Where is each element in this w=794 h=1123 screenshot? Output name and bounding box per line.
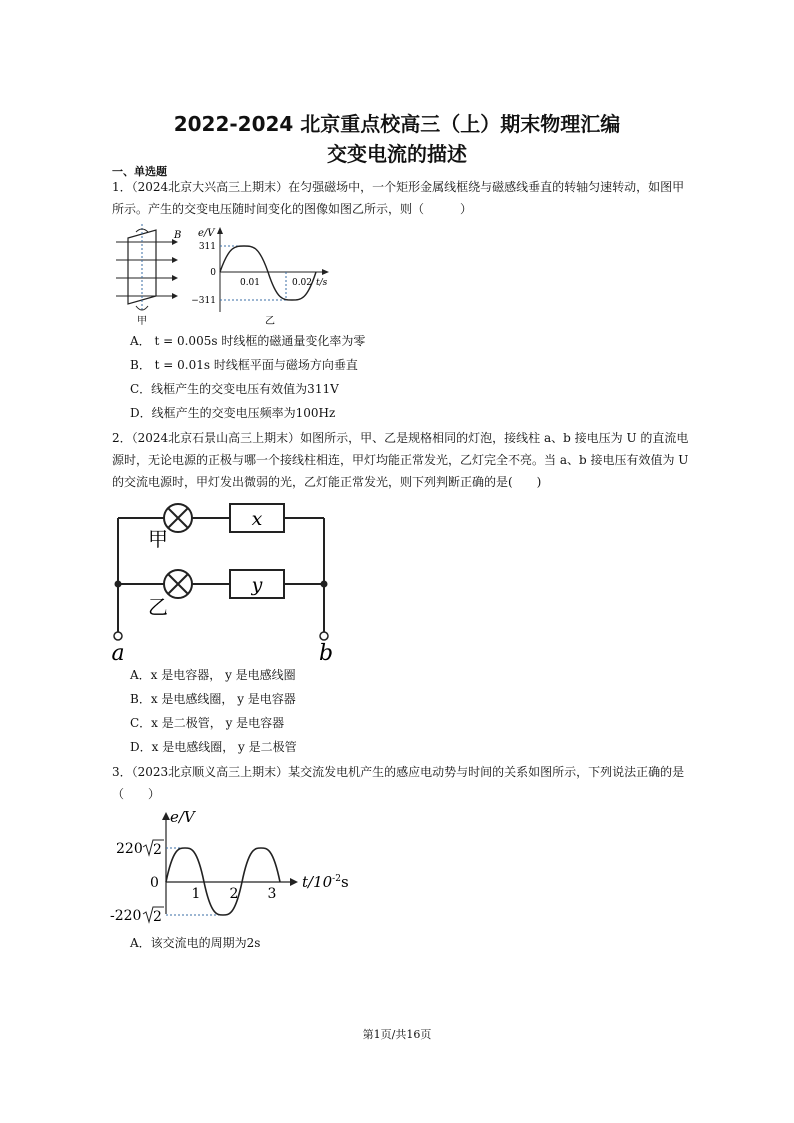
q1-graph [191,224,336,328]
q1-figure-frame [112,224,184,328]
x-tick-1: 0.01 [239,278,261,288]
terminal-a [114,632,122,640]
y-tick-pos-sqrt: 2 [153,842,162,858]
lamp-yi [164,570,192,598]
y-tick-pos: 311 [198,242,216,252]
label-B: B [174,230,182,241]
page-title: 2022-2024 北京重点校高三（上）期末物理汇编 [173,112,621,136]
q2-circuit [100,498,350,668]
x-tick-1: 1 [191,886,201,902]
x-label-exp: -2 [332,874,341,884]
fig-b-caption: 乙 [265,316,275,327]
q2-option-d: D．x 是电感线圈， y 是二极管 [130,740,297,754]
q2-option-c: C．x 是二极管， y 是电容器 [130,716,285,730]
q1-option-a: A． t = 0.005s 时线框的磁通量变化率为零 [130,334,366,348]
x-label-unit: s [340,873,349,891]
x-label: t/s [316,278,328,288]
y-zero: 0 [210,268,216,278]
q2-option-a: A．x 是电容器， y 是电感线圈 [130,668,296,682]
x-label-main: t/10 [302,873,333,891]
terminal-b [320,632,328,640]
q1-option-b: B． t = 0.01s 时线框平面与磁场方向垂直 [130,358,358,372]
y-tick-neg: −311 [191,296,216,306]
q3-option-a: A．该交流电的周期为2s [130,936,261,950]
y-tick-pos-coef: 220 [116,841,143,857]
terminal-a-label: a [111,641,125,666]
terminal-b-label: b [318,641,334,666]
magnetic-field-lines [116,242,172,296]
x-tick-3: 3 [267,886,277,902]
question-1-text: 1．（2024北京大兴高三上期末）在匀强磁场中，一个矩形金属线框绕与磁感线垂直的转轴匀速转动，如图甲所示。产生的交变电压随时间变化的图像如图乙所示，则（ ） [112,180,685,216]
section-heading: 一、单选题 [112,165,167,178]
page-subtitle: 交变电流的描述 [327,142,467,166]
component-x-label: x [251,508,263,530]
lamp-jia-label: 甲 [148,527,168,551]
x-tick-2: 0.02 [291,278,313,288]
y-tick-neg-sqrt: 2 [153,909,162,925]
component-y-label: y [251,574,263,596]
x-tick-2: 2 [229,886,239,902]
sine-curve [220,246,316,300]
y-label: e/V [170,808,195,826]
q2-option-b: B．x 是电感线圈， y 是电容器 [130,692,296,706]
fig-a-caption: 甲 [137,316,147,327]
origin-label: 0 [150,875,159,891]
y-label: e/V [198,228,215,239]
question-2-text: 2．（2024北京石景山高三上期末）如图所示，甲、乙是规格相同的灯泡，接线柱 a、b 接电压为 U 的直流电源时，无论电源的正极与哪一个接线柱相连，甲灯均能正常发光，乙灯完全不亮。当 a、b 接电压有效值为 U 的交流电源时，甲灯发出微弱的光，乙灯能正常发光，则下列判断正确的是( ) [112,431,689,489]
q3-graph [110,808,360,924]
q1-option-c: C．线框产生的交变电压有效值为311V [130,382,339,396]
q1-option-d: D．线框产生的交变电压频率为100Hz [130,406,336,420]
page-footer: 第1页/共16页 [362,1028,432,1041]
lamp-jia [164,504,192,532]
x-label [302,873,349,891]
lamp-yi-label: 乙 [148,595,168,619]
question-3-text: 3．（2023北京顺义高三上期末）某交流发电机产生的感应电动势与时间的关系如图所示，下列说法正确的是（ ） [112,765,685,801]
y-tick-neg-coef: -220 [110,908,142,924]
